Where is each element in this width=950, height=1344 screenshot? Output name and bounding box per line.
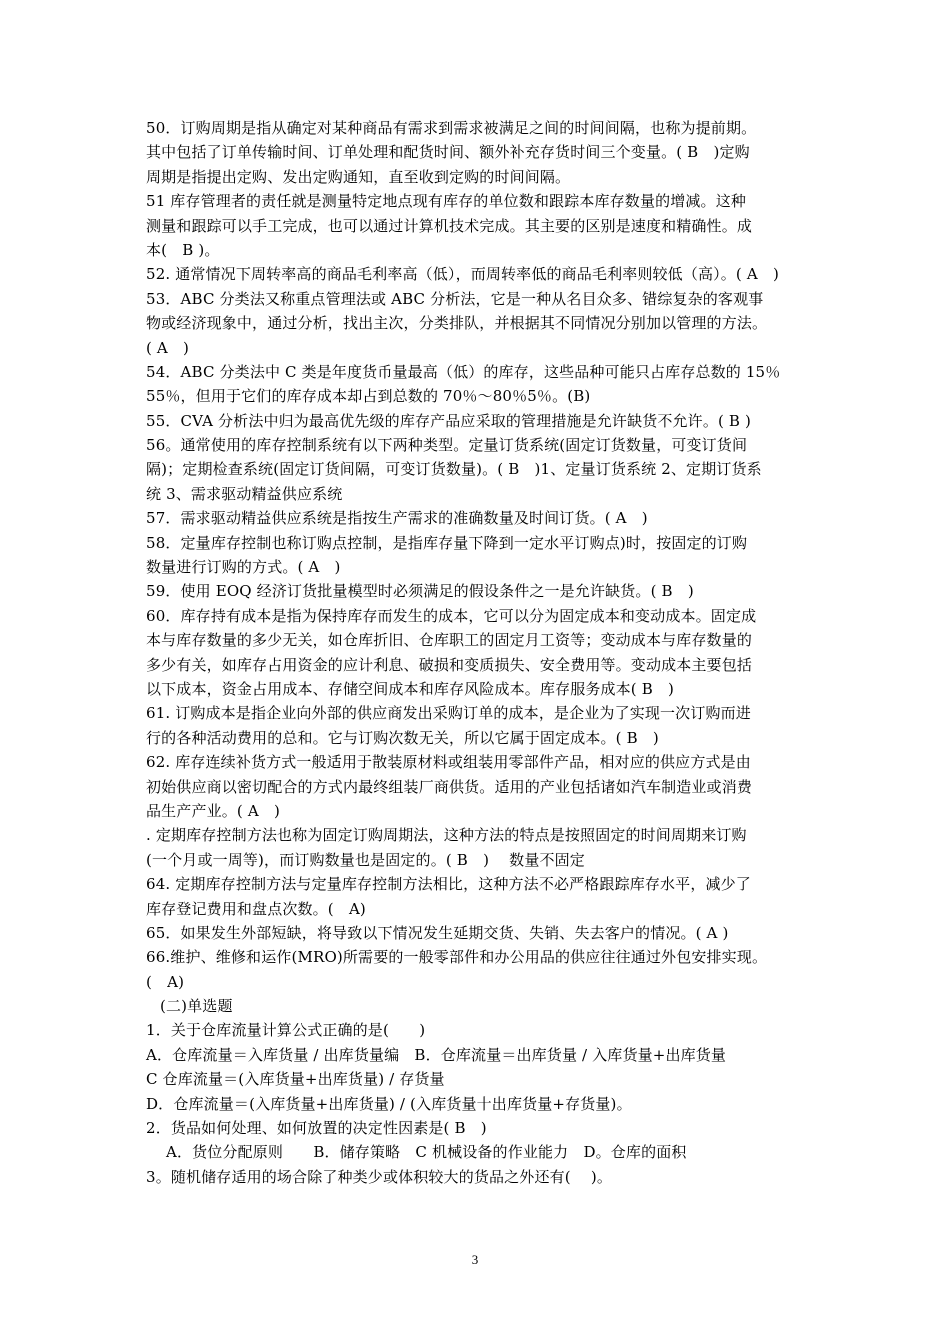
text-line: 56。通常使用的库存控制系统有以下两种类型。定量订货系统(固定订货数量，可变订货间	[146, 436, 748, 455]
text-line: 库存登记费用和盘点次数。( A)	[146, 899, 366, 918]
text-line: 物或经济现象中，通过分析，找出主次，分类排队，并根据其不同情况分别加以管理的方法。	[146, 314, 768, 333]
text-line: 隔)；定期检查系统(固定订货间隔，可变订货数量)。( B )1、定量订货系统 2、定期订货系	[146, 460, 762, 479]
text-line: 59．使用 EOQ 经济订货批量模型时必须满足的假设条件之一是允许缺货。( B )	[146, 582, 694, 601]
question-option-line: C 仓库流量＝(入库货量+出库货量) / 存货量	[146, 1070, 445, 1089]
text-line: ( A )	[146, 338, 190, 357]
page-number: 3	[471, 1252, 479, 1267]
question-line: 1．关于仓库流量计算公式正确的是( )	[146, 1021, 426, 1040]
text-line: 52. 通常情况下周转率高的商品毛利率高（低），而周转率低的商品毛利率则较低（高）。( A )	[146, 265, 779, 284]
text-line: 行的各种活动费用的总和。它与订购次数无关，所以它属于固定成本。( B )	[146, 728, 659, 747]
text-line: 以下成本，资金占用成本、存储空间成本和库存风险成本。库存服务成本( B )	[146, 679, 675, 698]
text-line: 58．定量库存控制也称订购点控制，是指库存量下降到一定水平订购点)时，按固定的订购	[146, 533, 748, 552]
text-line: 55．CVA 分析法中归为最高优先级的库存产品应采取的管理措施是允许缺货不允许。( B )	[146, 411, 751, 430]
text-line: 本与库存数量的多少无关，如仓库折旧、仓库职工的固定月工资等；变动成本与库存数量的	[146, 631, 753, 650]
question-line: 2．货品如何处理、如何放置的决定性因素是( B )	[146, 1119, 487, 1138]
text-line: 初始供应商以密切配合的方式内最终组装厂商供货。适用的产业包括诸如汽车制造业或消费	[146, 777, 753, 796]
text-line: 多少有关，如库存占用资金的应计利息、破损和变质损失、安全费用等。变动成本主要包括	[146, 655, 753, 674]
text-line: 64. 定期库存控制方法与定量库存控制方法相比，这种方法不必严格跟踪库存水平，减少了	[146, 875, 751, 894]
text-line: (一个月或一周等)，而订购数量也是固定的。( B ) 数量不固定	[146, 850, 585, 869]
text-line: 其中包括了订单传输时间、订单处理和配货时间、额外补充存货时间三个变量。( B )定购	[146, 143, 750, 162]
text-line: 数量进行订购的方式。( A )	[146, 558, 341, 577]
question-line: 3。随机储存适用的场合除了种类少或体积较大的货品之外还有( )。	[146, 1167, 612, 1186]
text-line: 53．ABC 分类法又称重点管理法或 ABC 分析法，它是一种从名目众多、错综复杂的客观事	[146, 289, 764, 308]
text-line: 55％，但用于它们的库存成本却占到总数的 70％～80％5％。(B)	[146, 387, 591, 406]
text-line: 品生产产业。( A )	[146, 801, 280, 820]
text-line: 54．ABC 分类法中 C 类是年度货币量最高（低）的库存，这些品种可能只占库存总数的 15％	[146, 362, 781, 381]
text-line: ( A)	[146, 972, 185, 991]
question-option-line: A．货位分配原则 B．储存策略 C 机械设备的作业能力 D。仓库的面积	[166, 1143, 687, 1162]
text-line: 周期是指提出定购、发出定购通知，直至收到定购的时间间隔。	[146, 167, 571, 186]
question-option-line: D．仓库流量＝(入库货量+出库货量) / (入库货量十出库货量+存货量)。	[146, 1094, 632, 1113]
text-line: 62. 库存连续补货方式一般适用于散装原材料或组装用零部件产品，相对应的供应方式是由	[146, 753, 751, 772]
text-line: 统 3、需求驱动精益供应系统	[146, 484, 343, 503]
text-line: 61. 订购成本是指企业向外部的供应商发出采购订单的成本，是企业为了实现一次订购而进	[146, 704, 751, 723]
text-line: . 定期库存控制方法也称为固定订购周期法，这种方法的特点是按照固定的时间周期来订购	[146, 826, 747, 845]
text-line: 测量和跟踪可以手工完成，也可以通过计算机技术完成。其主要的区别是速度和精确性。成	[146, 216, 753, 235]
text-line: 51 库存管理者的责任就是测量特定地点现有库存的单位数和跟踪本库存数量的增减。这种	[146, 192, 747, 211]
section-title: (二)单选题	[160, 997, 233, 1016]
text-line: 50．订购周期是指从确定对某种商品有需求到需求被满足之间的时间间隔，也称为提前期。	[146, 119, 757, 137]
text-line: 60．库存持有成本是指为保持库存而发生的成本，它可以分为固定成本和变动成本。固定成	[146, 606, 757, 625]
question-option-line: A．仓库流量＝入库货量 / 出库货量编 B．仓库流量＝出库货量 / 入库货量+出库货量	[146, 1045, 727, 1064]
text-line: 本( B )。	[146, 240, 220, 259]
document-body	[146, 116, 810, 1189]
text-line: 57．需求驱动精益供应系统是指按生产需求的准确数量及时间订货。( A )	[146, 509, 648, 528]
text-line: 65．如果发生外部短缺，将导致以下情况发生延期交货、失销、失去客户的情况。( A )	[146, 923, 729, 942]
text-line: 66.维护、维修和运作(MRO)所需要的一般零部件和办公用品的供应往往通过外包安排实现。	[146, 948, 768, 967]
